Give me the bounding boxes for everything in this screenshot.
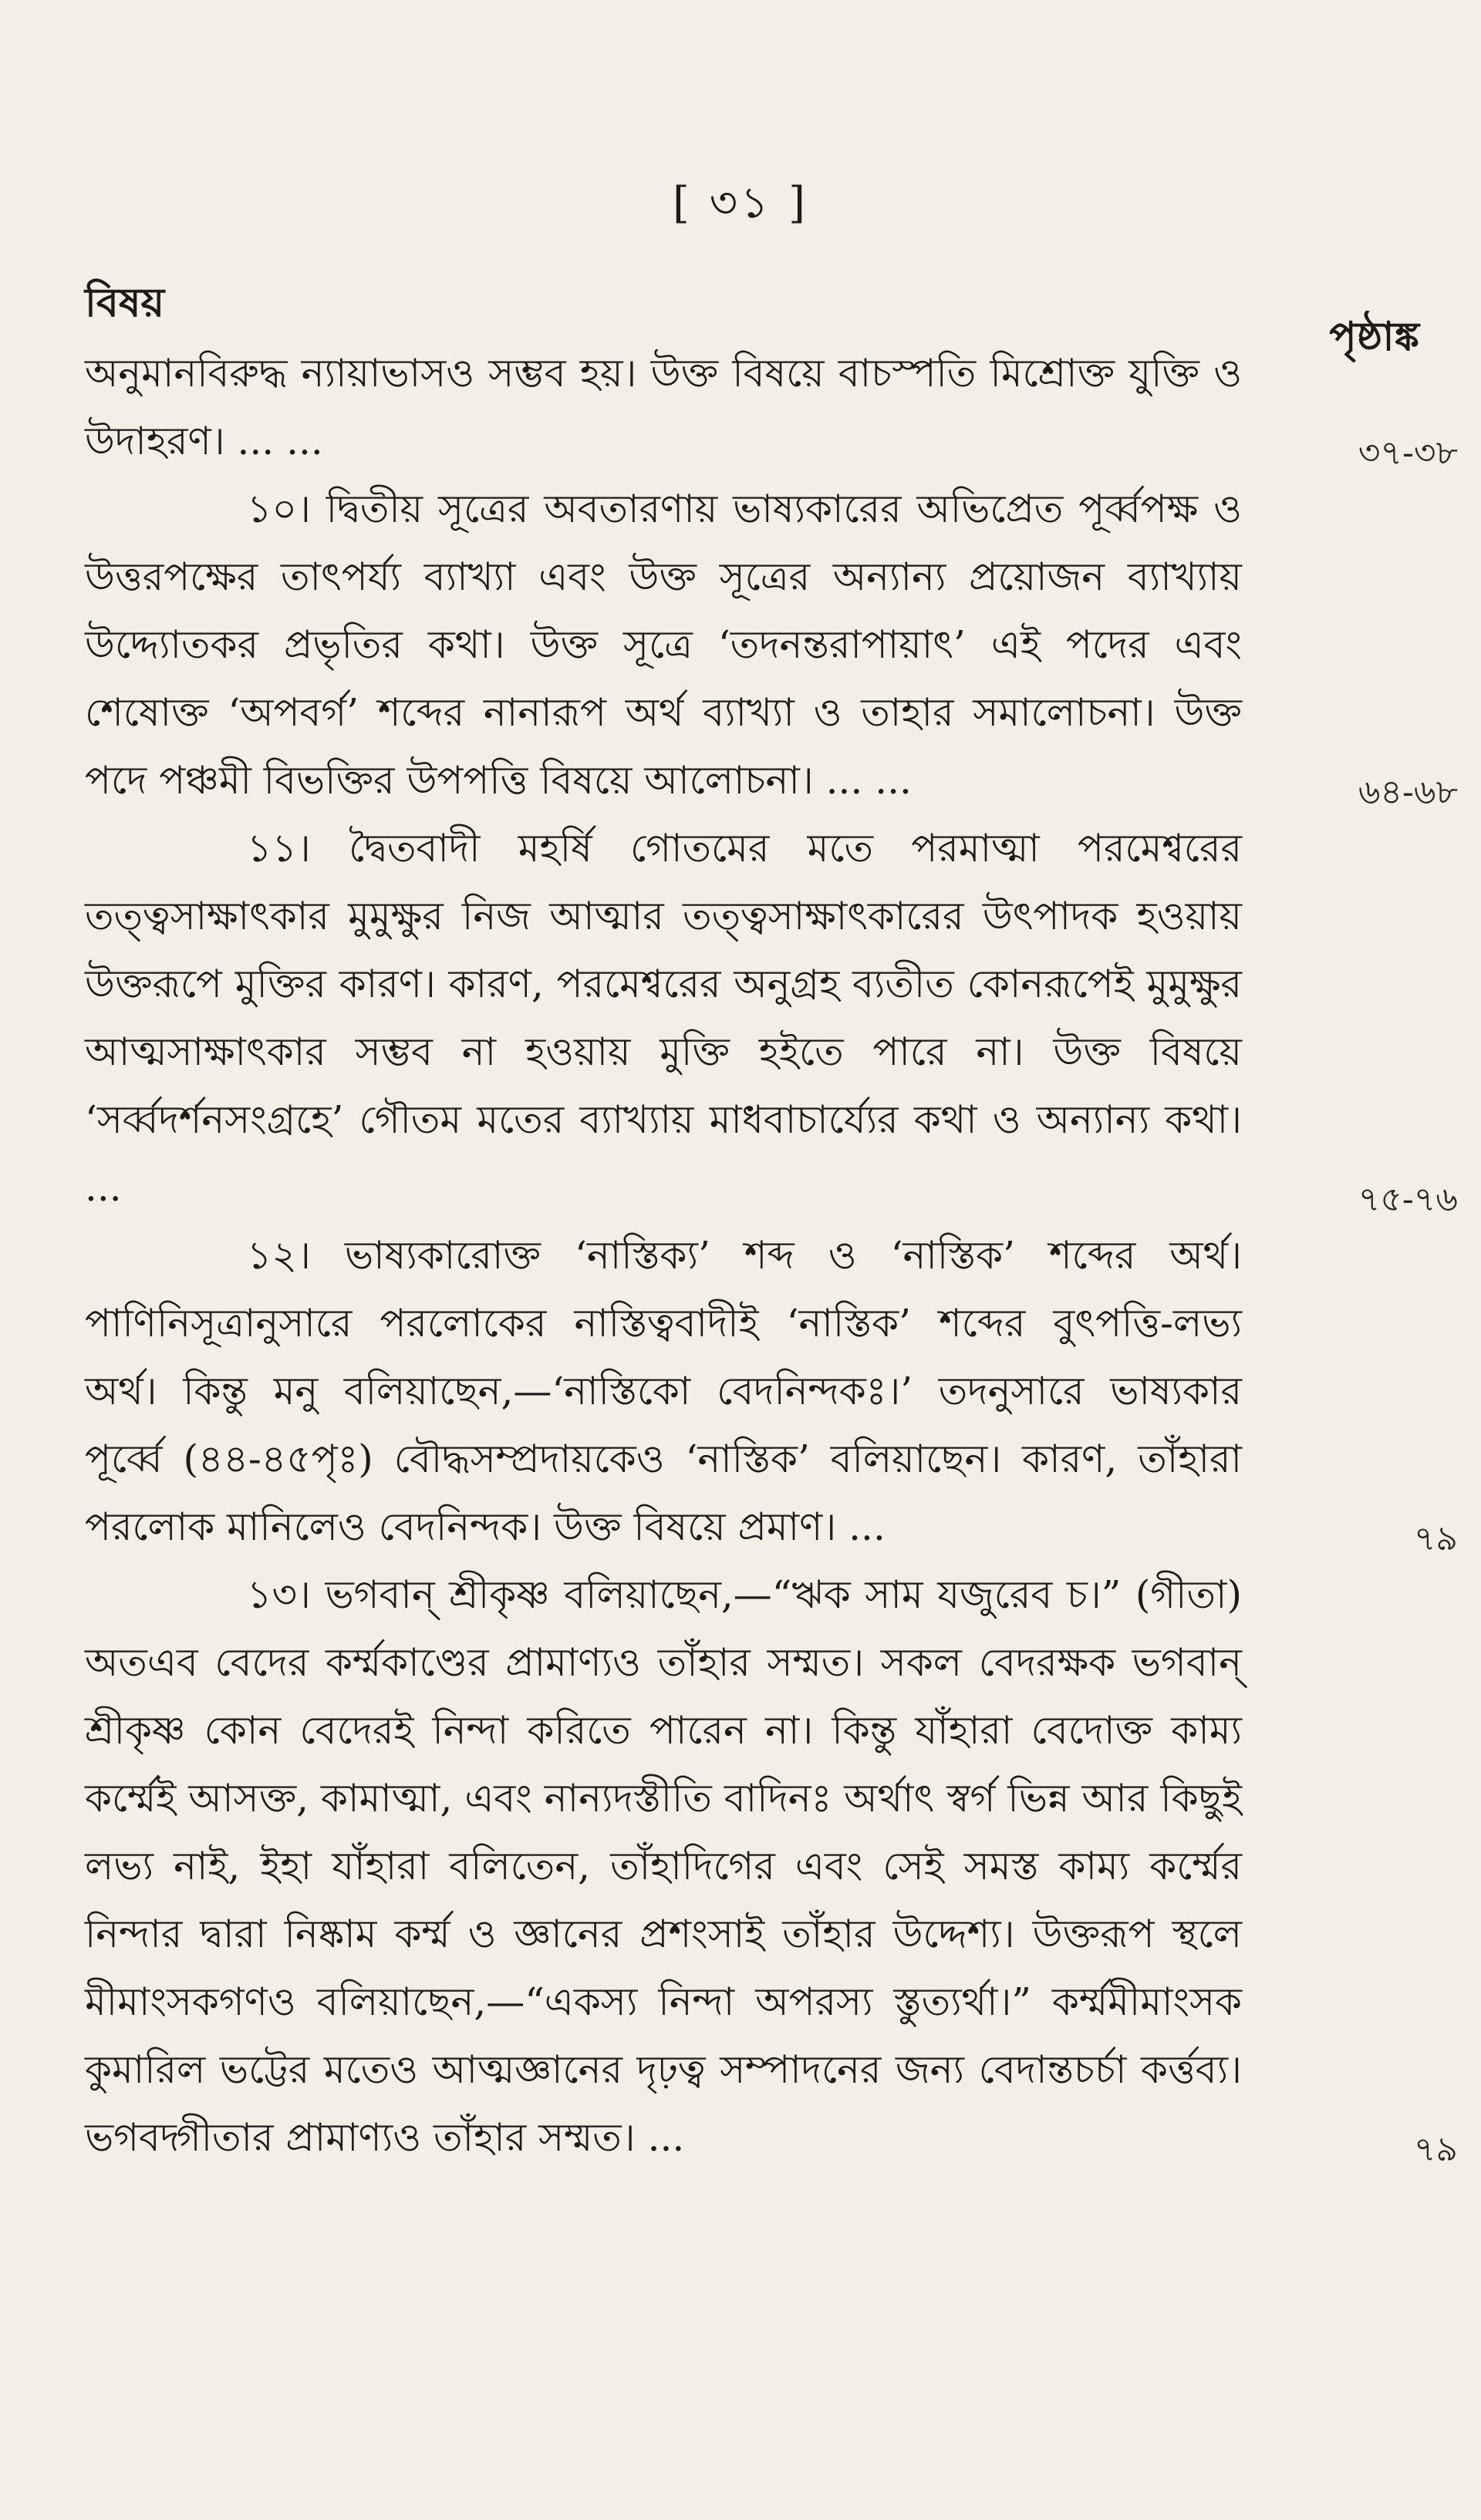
page-column-label: পৃষ্ঠাঙ্ক: [1329, 313, 1419, 360]
subject-column-label: বিষয়: [85, 279, 165, 326]
entry-text: ১৩। ভগবান্ শ্রীকৃষ্ণ বলিয়াছেন,—“ঋক সাম যজুরেব চ।” (গীতা) অতএব বেদের কর্ম্মকাণ্ডের প্রামাণ্যও তাঁহার সম্মত। সকল বেদরক্ষক ভগবান্ শ্রীকৃষ্ণ কোন বেদেরই নিন্দা করিতে পারেন না। কিন্তু যাঁহারা বেদোক্ত কাম্য কর্ম্মেই আসক্ত, কামাত্মা, এবং নান্যদস্তীতি বাদিনঃ অর্থাৎ স্বর্গ ভিন্ন আর কিছুই লভ্য নাই, ইহা যাঁহারা বলিতেন, তাঁহাদিগের এবং সেই সমস্ত কাম্য কর্ম্মের নিন্দার দ্বারা নিষ্কাম কর্ম্ম ও জ্ঞানের প্রশংসাই তাঁহার উদ্দেশ্য। উক্তরূপ স্থলে মীমাংসকগণও বলিয়াছেন,—“একস্য নিন্দা অপরস্য স্তুত্যর্থা।” কর্ম্মমীমাংসক কুমারিল ভট্টের মতেও আত্মজ্ঞানের দৃঢ়ত্ব সম্পাদনের জন্য বেদান্তচর্চা কর্ত্তব্য। ভগবদ্গীতার প্রামাণ্যও তাঁহার সম্মত। ...: [85, 1572, 1242, 2160]
entry-text: অনুমানবিরুদ্ধ ন্যায়াভাসও সম্ভব হয়। উক্ত বিষয়ে বাচস্পতি মিশ্রোক্ত যুক্তি ও উদাহরণ। ... ...: [85, 351, 1242, 463]
entry-pages: ৭৯: [1413, 1519, 1458, 1558]
contents-list: [85, 339, 1458, 2171]
entry-pages: ৩৭-৩৮: [1358, 433, 1458, 473]
contents-entry: [85, 475, 1458, 814]
entry-pages: ৭৫-৭৬: [1358, 1180, 1458, 1219]
entry-text: ১২। ভাষ্যকারোক্ত ‘নাস্তিক্য’ শব্দ ও ‘নাস্তিক’ শব্দের অর্থ। পাণিনিসূত্রানুসারে পরলোকের নাস্তিত্ববাদীই ‘নাস্তিক’ শব্দের বুৎপত্তি-লভ্য অর্থ। কিন্তু মনু বলিয়াছেন,—‘নাস্তিকো বেদনিন্দকঃ।’ তদনুসারে ভাষ্যকার পূর্ব্বে (৪৪-৪৫পৃঃ) বৌদ্ধসম্প্রদায়কেও ‘নাস্তিক’ বলিয়াছেন। কারণ, তাঁহারা পরলোক মানিলেও বেদনিন্দক। উক্ত বিষয়ে প্রমাণ। ...: [85, 1233, 1242, 1549]
contents-entry: [85, 1221, 1458, 1561]
contents-entry: [85, 1561, 1458, 2171]
contents-entry: [85, 339, 1458, 475]
entry-text: ১০। দ্বিতীয় সূত্রের অবতারণায় ভাষ্যকারের অভিপ্রেত পূর্ব্বপক্ষ ও উত্তরপক্ষের তাৎপর্য্য ব্যাখ্যা এবং উক্ত সূত্রের অন্যান্য প্রয়োজন ব্যাখ্যায় উদ্দ্যোতকর প্রভৃতির কথা। উক্ত সূত্রে ‘তদনন্তরাপায়াৎ’ এই পদের এবং শেষোক্ত ‘অপবর্গ’ শব্দের নানারূপ অর্থ ব্যাখ্যা ও তাহার সমালোচনা। উক্ত পদে পঞ্চমী বিভক্তির উপপত্তি বিষয়ে আলোচনা। ... ...: [85, 487, 1242, 803]
contents-entry: [85, 814, 1458, 1221]
entry-pages: ৬৪-৬৮: [1358, 773, 1458, 812]
entry-pages: ৭৯: [1413, 2130, 1458, 2169]
entry-text: ১১। দ্বৈতবাদী মহর্ষি গোতমের মতে পরমাত্মা পরমেশ্বরের তত্ত্বসাক্ষাৎকার মুমুক্ষুর নিজ আত্মার তত্ত্বসাক্ষাৎকারের উৎপাদক হওয়ায় উক্তরূপে মুক্তির কারণ। কারণ, পরমেশ্বরের অনুগ্রহ ব্যতীত কোনরূপেই মুমুক্ষুর আত্মসাক্ষাৎকার সম্ভব না হওয়ায় মুক্তি হইতে পারে না। উক্ত বিষয়ে ‘সর্ব্বদর্শনসংগ্রহে’ গৌতম মতের ব্যাখ্যায় মাধবাচার্য্যের কথা ও অন্যান্য কথা। ...: [85, 826, 1242, 1210]
page-number: [ ৩১ ]: [672, 178, 809, 228]
